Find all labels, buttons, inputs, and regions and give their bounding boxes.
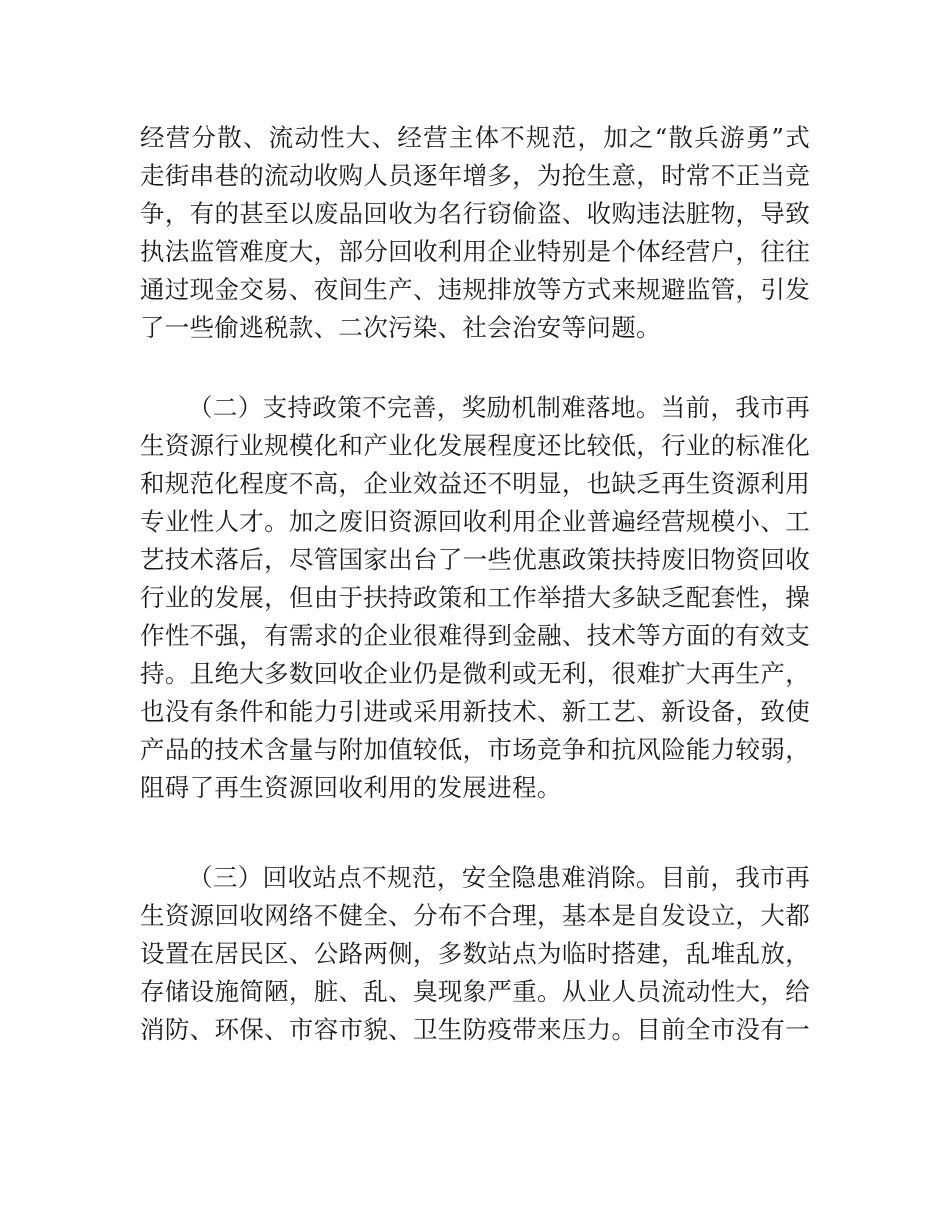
text-line: 和规范化程度不高，企业效益还不明显，也缺乏再生资源利用 <box>140 469 810 498</box>
text-line: 消防、环保、市容市貌、卫生防疫带来压力。目前全市没有一 <box>140 1015 810 1044</box>
paragraph-support-policy <box>140 389 810 807</box>
paragraph-heading-line: （三）回收站点不规范，安全隐患难消除。目前，我市再 <box>188 863 810 892</box>
text-line: 了一些偷逃税款、二次污染、社会治安等问题。 <box>140 313 661 342</box>
text-line: 专业性人才。加之废旧资源回收利用企业普遍经营规模小、工 <box>140 507 810 536</box>
text-line: 行业的发展，但由于扶持政策和工作举措大多缺乏配套性，操 <box>140 583 810 612</box>
text-line: 也没有条件和能力引进或采用新技术、新工艺、新设备，致使 <box>140 697 810 726</box>
text-line: 执法监管难度大，部分回收利用企业特别是个体经营户，往往 <box>140 237 810 266</box>
paragraph-continuation <box>140 119 810 347</box>
text-line: 通过现金交易、夜间生产、违规排放等方式来规避监管，引发 <box>140 275 810 304</box>
text-line: 生资源回收网络不健全、分布不合理，基本是自发设立，大都 <box>140 901 810 930</box>
text-line: 艺技术落后，尽管国家出台了一些优惠政策扶持废旧物资回收 <box>140 545 810 574</box>
text-line: 生资源行业规模化和产业化发展程度还比较低，行业的标准化 <box>140 431 810 460</box>
text-line: 持。且绝大多数回收企业仍是微利或无利，很难扩大再生产， <box>140 659 810 688</box>
paragraph-heading-line: （二）支持政策不完善，奖励机制难落地。当前，我市再 <box>188 393 810 422</box>
text-line: 阻碍了再生资源回收利用的发展进程。 <box>140 773 562 802</box>
text-line: 作性不强，有需求的企业很难得到金融、技术等方面的有效支 <box>140 621 810 650</box>
text-line: 设置在居民区、公路两侧，多数站点为临时搭建，乱堆乱放， <box>140 939 810 968</box>
text-line: 存储设施简陋，脏、乱、臭现象严重。从业人员流动性大，给 <box>140 977 810 1006</box>
text-line: 走街串巷的流动收购人员逐年增多，为抢生意，时常不正当竞 <box>140 161 810 190</box>
text-line: 产品的技术含量与附加值较低，市场竞争和抗风险能力较弱， <box>140 735 810 764</box>
text-line: 经营分散、流动性大、经营主体不规范，加之“散兵游勇”式 <box>140 123 810 152</box>
paragraph-recycling-sites <box>140 859 810 1049</box>
text-line: 争，有的甚至以废品回收为名行窃偷盗、收购违法脏物，导致 <box>140 199 810 228</box>
